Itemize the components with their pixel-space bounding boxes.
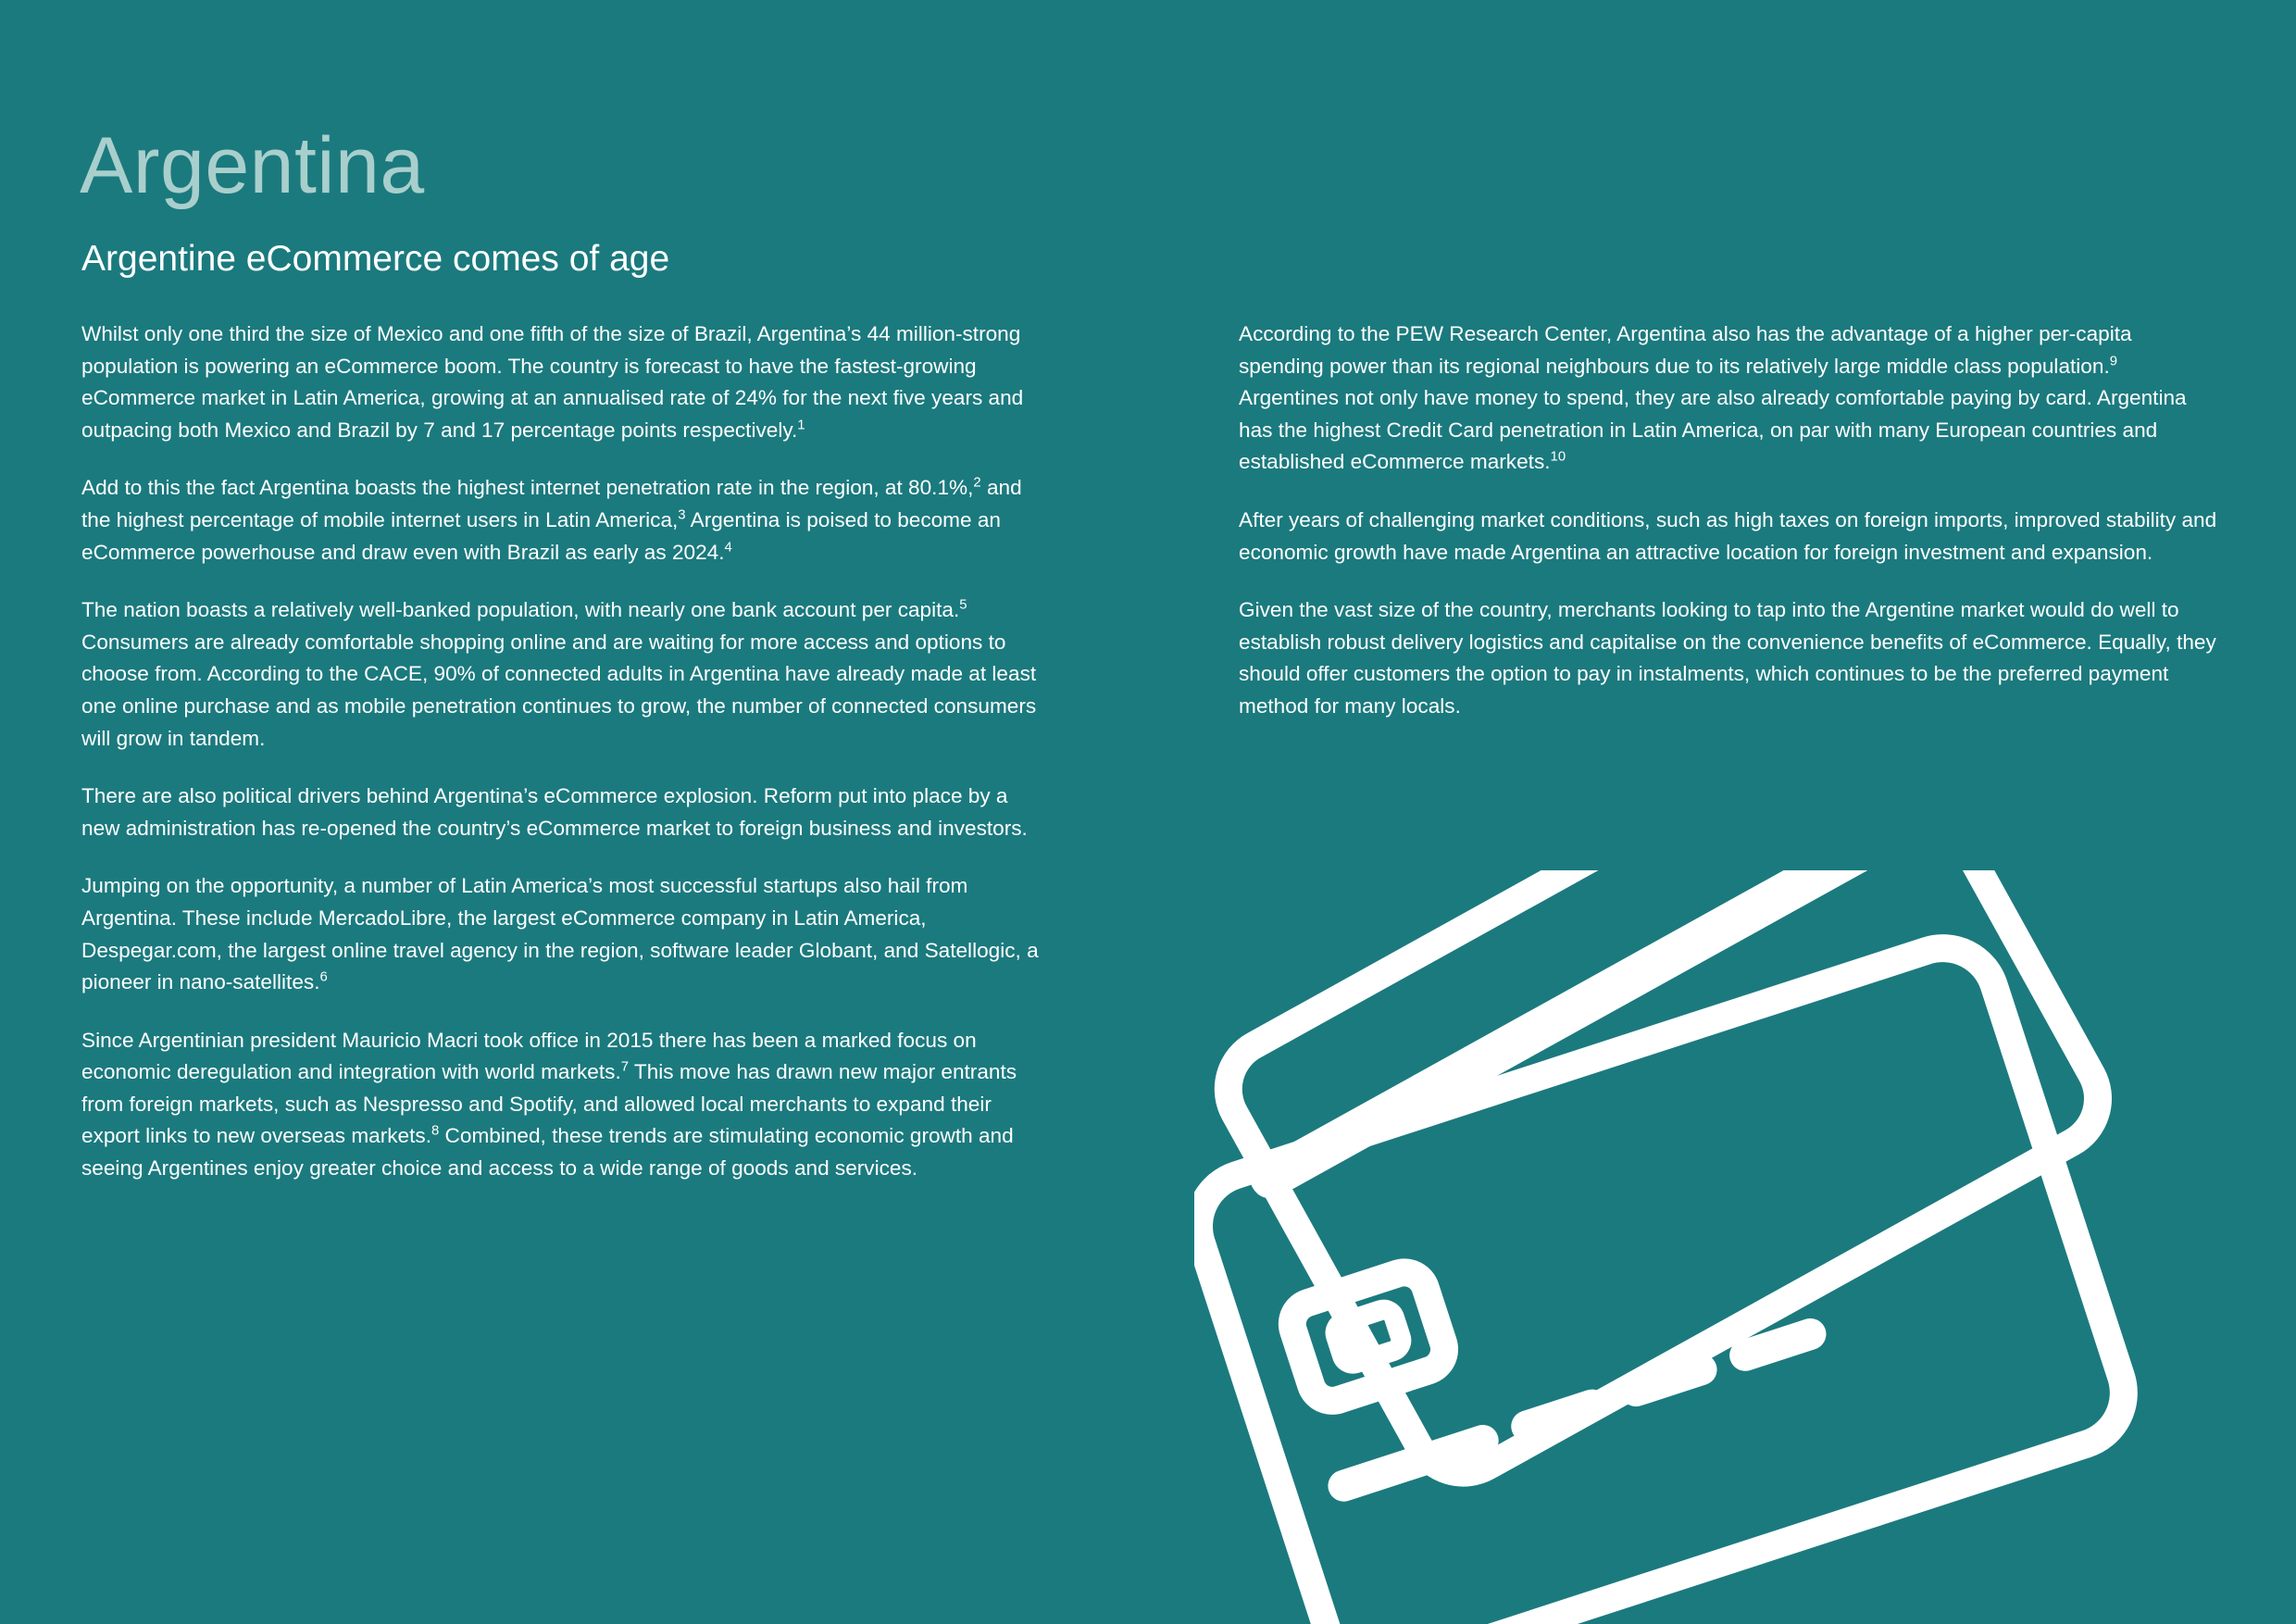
paragraph-text: Argentines not only have money to spend, they are also already comfortable paying by card. Argentina has the highest Credit Card penetration in Latin America, on par with many European countries and established eCommerce markets. <box>1239 386 2187 474</box>
paragraph-text: This move has drawn new major entrants from foreign markets, such as Nespresso and Spotify, and allowed local merchants to expand their export links to new overseas markets. <box>81 1060 1017 1148</box>
credit-cards-illustration <box>1194 870 2296 1624</box>
paragraph <box>81 472 1048 568</box>
paragraph-text: Combined, these trends are stimulating economic growth and seeing Argentines enjoy greater choice and access to a wide range of goods and services. <box>81 1124 1014 1181</box>
page-title: Argentina <box>80 120 425 210</box>
paragraph-text: Since Argentinian president Mauricio Macri took office in 2015 there has been a marked focus on economic deregulation and integration with world markets. <box>81 1028 977 1084</box>
footnote-ref: 2 <box>973 475 981 491</box>
footnote-ref: 5 <box>959 597 967 613</box>
paragraph-text: Argentina is poised to become an eCommerce powerhouse and draw even with Brazil as early as 2024. <box>81 507 1001 564</box>
paragraph <box>81 1025 1048 1185</box>
paragraph <box>1239 505 2220 568</box>
paragraph-text: Add to this the fact Argentina boasts the highest internet penetration rate in the region, at 80.1%, <box>81 476 974 500</box>
body-column-right <box>1239 319 2220 723</box>
footnote-ref: 4 <box>724 540 732 556</box>
footnote-ref: 7 <box>620 1059 630 1075</box>
paragraph-text: After years of challenging market conditions, such as high taxes on foreign imports, improved stability and economic growth have made Argentina an attractive location for foreign investment and expansion. <box>1239 507 2217 564</box>
paragraph-text: Consumers are already comfortable shopping online and are waiting for more access and options to choose from. According to the CACE, 90% of connected adults in Argentina have already made at least one online purchase and as mobile penetration continues to grow, the number of connected consumers will grow in tandem. <box>81 630 1037 750</box>
footnote-ref: 10 <box>1550 449 1566 465</box>
paragraph <box>81 594 1048 755</box>
footnote-ref: 8 <box>430 1123 440 1139</box>
paragraph-text: Jumping on the opportunity, a number of Latin America’s most successful startups also hail from Argentina. These include MercadoLibre, the largest eCommerce company in Latin America, Despegar.com, the largest online travel agency in the region, software leader Globant, and Satellogic, a pioneer in nano-satellites. <box>81 874 1039 994</box>
footnote-ref: 9 <box>2109 354 2118 369</box>
paragraph <box>1239 319 2220 479</box>
body-column-left <box>81 319 1048 1185</box>
paragraph <box>1239 594 2220 722</box>
paragraph-text: The nation boasts a relatively well-banked population, with nearly one bank account per capita. <box>81 598 960 622</box>
paragraph-text: Given the vast size of the country, merchants looking to tap into the Argentine market would do well to establish robust delivery logistics and capitalise on the convenience benefits of eCommerce. Equally, they should offer customers the option to pay in instalments, which continues to be the preferred payment method for many locals. <box>1239 598 2216 718</box>
paragraph-text: According to the PEW Research Center, Argentina also has the advantage of a higher per-capita spending power than its regional neighbours due to its relatively large middle class population. <box>1239 322 2132 378</box>
page-subtitle: Argentine eCommerce comes of age <box>81 239 670 280</box>
paragraph <box>81 319 1048 446</box>
paragraph <box>81 781 1048 844</box>
paragraph-text: There are also political drivers behind Argentina’s eCommerce explosion. Reform put into place by a new administration has re-opened the country’s eCommerce market to foreign business and investors. <box>81 784 1028 840</box>
footnote-ref: 3 <box>678 507 686 523</box>
paragraph-text: and the highest percentage of mobile internet users in Latin America, <box>81 476 1022 531</box>
footnote-ref: 6 <box>319 969 328 985</box>
footnote-ref: 1 <box>797 418 805 433</box>
paragraph-text: Whilst only one third the size of Mexico and one fifth of the size of Brazil, Argentina’s 44 million-strong population is powering an eCommerce boom. The country is forecast to have the fastest-growing eCommerce market in Latin America, growing at an annualised rate of 24% for the next five years and outpacing both Mexico and Brazil by 7 and 17 percentage points respectively. <box>81 322 1024 442</box>
paragraph <box>81 870 1048 998</box>
